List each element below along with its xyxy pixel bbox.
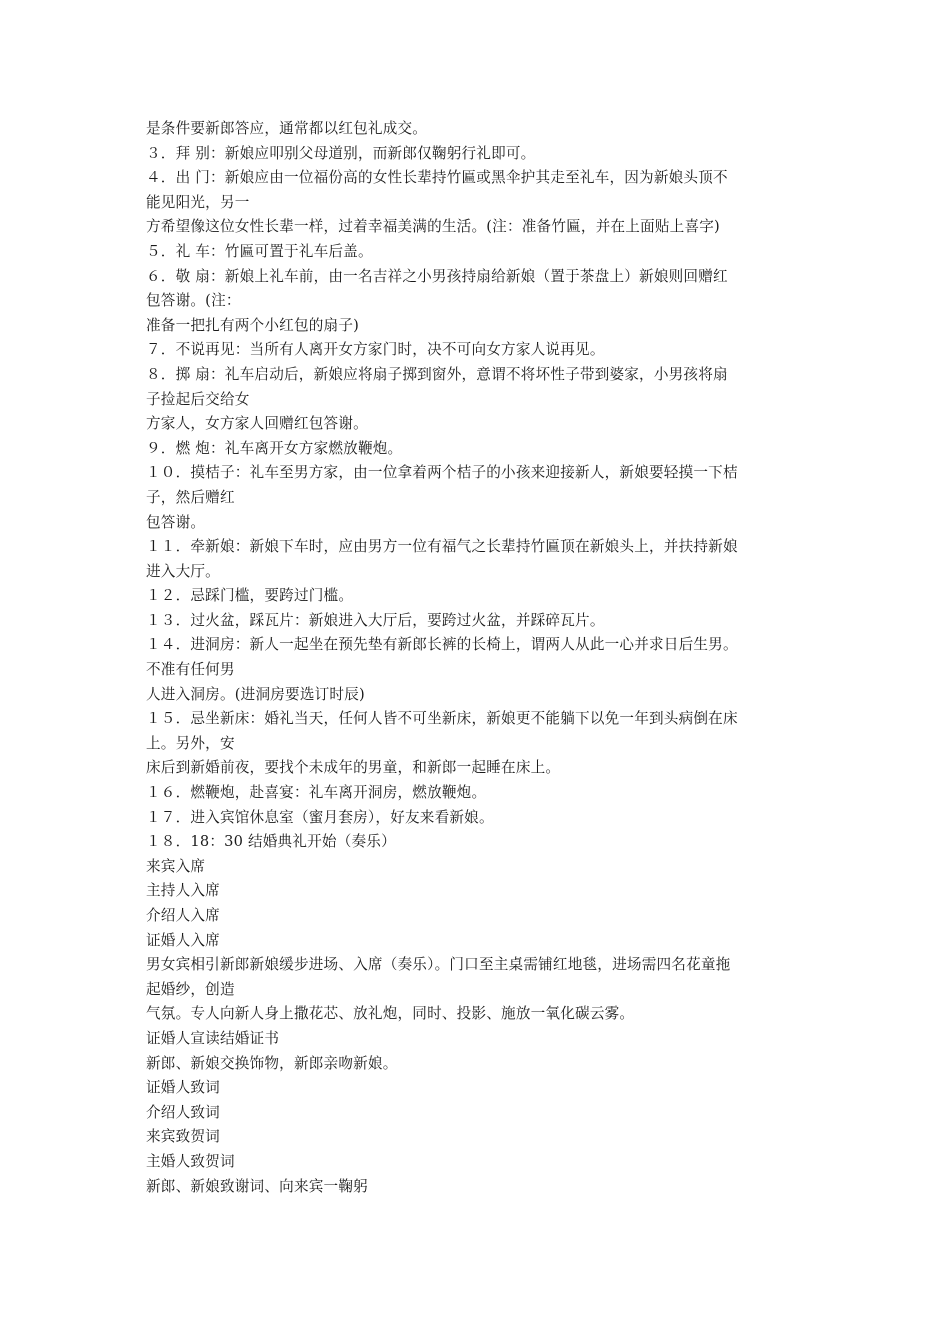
text-line: 方希望像这位女性长辈一样，过着幸福美满的生活。(注：准备竹匾，并在上面贴上喜字) [146, 218, 720, 236]
text-line: 新郎、新娘交换饰物，新郎亲吻新娘。 [146, 1054, 398, 1072]
text-line: 是条件要新郎答应，通常都以红包礼成交。 [146, 120, 428, 137]
text-line: 气氛。专人向新人身上撒花芯、放礼炮，同时、投影、施放一氧化碳云雾。 [146, 1005, 635, 1023]
text-line: 人进入洞房。(进洞房要选订时辰) [146, 685, 365, 703]
text-line: 主持人入席 [146, 882, 220, 900]
text-line: 上。另外，安 [146, 734, 235, 752]
text-line: ７．不说再见：当所有人离开女方家门时，决不可向女方家人说再见。 [146, 341, 605, 359]
text-line: 介绍人致词 [146, 1103, 220, 1121]
text-line: ６．敬 扇：新娘上礼车前，由一名吉祥之小男孩持扇给新娘（置于茶盘上）新娘则回赠红 [146, 267, 728, 285]
text-line: ５．礼 车：竹匾可置于礼车后盖。 [146, 242, 373, 260]
text-line: 证婚人宣读结婚证书 [146, 1029, 280, 1047]
text-line: 方家人，女方家人回赠红包答谢。 [146, 415, 368, 433]
text-line: １５．忌坐新床：婚礼当天，任何人皆不可坐新床，新娘更不能躺下以免一年到头病倒在床 [146, 710, 738, 728]
text-line: １１．牵新娘：新娘下车时，应由男方一位有福气之长辈持竹匾顶在新娘头上，并扶持新娘 [146, 538, 738, 556]
text-line: 来宾入席 [146, 857, 206, 875]
text-line: 包答谢。(注： [146, 292, 241, 310]
text-line: ４．出 门：新娘应由一位福份高的女性长辈持竹匾或黑伞护其走至礼车，因为新娘头顶不 [146, 169, 728, 187]
text-line: 主婚人致贺词 [146, 1152, 235, 1170]
text-line: １０．摸桔子：礼车至男方家，由一位拿着两个桔子的小孩来迎接新人，新娘要轻摸一下桔 [146, 464, 738, 482]
text-line: ９．燃 炮：礼车离开女方家燃放鞭炮。 [146, 439, 403, 457]
document-text-block [146, 117, 826, 1199]
text-line: ３．拜 别：新娘应叩别父母道别，而新郎仅鞠躬行礼即可。 [146, 144, 536, 162]
text-line: 证婚人致词 [146, 1079, 220, 1097]
text-line: 起婚纱，创造 [146, 980, 235, 998]
text-line: 床后到新婚前夜，要找个未成年的男童，和新郎一起睡在床上。 [146, 759, 561, 777]
text-line: 子捡起后交给女 [146, 390, 250, 408]
text-line: 不准有任何男 [146, 661, 235, 679]
text-line: 能见阳光，另一 [146, 193, 250, 211]
text-line: 介绍人入席 [146, 907, 220, 924]
text-line: 证婚人入席 [146, 931, 220, 949]
text-line: １７．进入宾馆休息室（蜜月套房），好友来看新娘。 [146, 808, 494, 826]
text-line: 进入大厅。 [146, 562, 220, 580]
text-line: １２．忌踩门槛，要跨过门槛。 [146, 587, 354, 605]
text-line: 准备一把扎有两个小红包的扇子) [146, 316, 360, 334]
text-line: 男女宾相引新郎新娘缓步进场、入席（奏乐）。门口至主桌需铺红地毯，进场需四名花童拖 [146, 956, 731, 974]
text-line: 新郎、新娘致谢词、向来宾一鞠躬 [146, 1177, 368, 1195]
text-line: １８．18：30 结婚典礼开始（奏乐） [146, 833, 396, 851]
text-line: ８．掷 扇：礼车启动后，新娘应将扇子掷到窗外，意谓不将坏性子带到婆家，小男孩将扇 [146, 365, 728, 383]
text-line: 来宾致贺词 [146, 1128, 220, 1146]
text-line: １３．过火盆，踩瓦片：新娘进入大厅后，要跨过火盆，并踩碎瓦片。 [146, 611, 605, 629]
text-line: １６．燃鞭炮，赴喜宴：礼车离开洞房，燃放鞭炮。 [146, 784, 487, 802]
text-line: １４．进洞房：新人一起坐在预先垫有新郎长裤的长椅上，谓两人从此一心并求日后生男。 [146, 636, 738, 654]
text-line: 包答谢。 [146, 513, 206, 531]
text-line: 子，然后赠红 [146, 488, 235, 506]
